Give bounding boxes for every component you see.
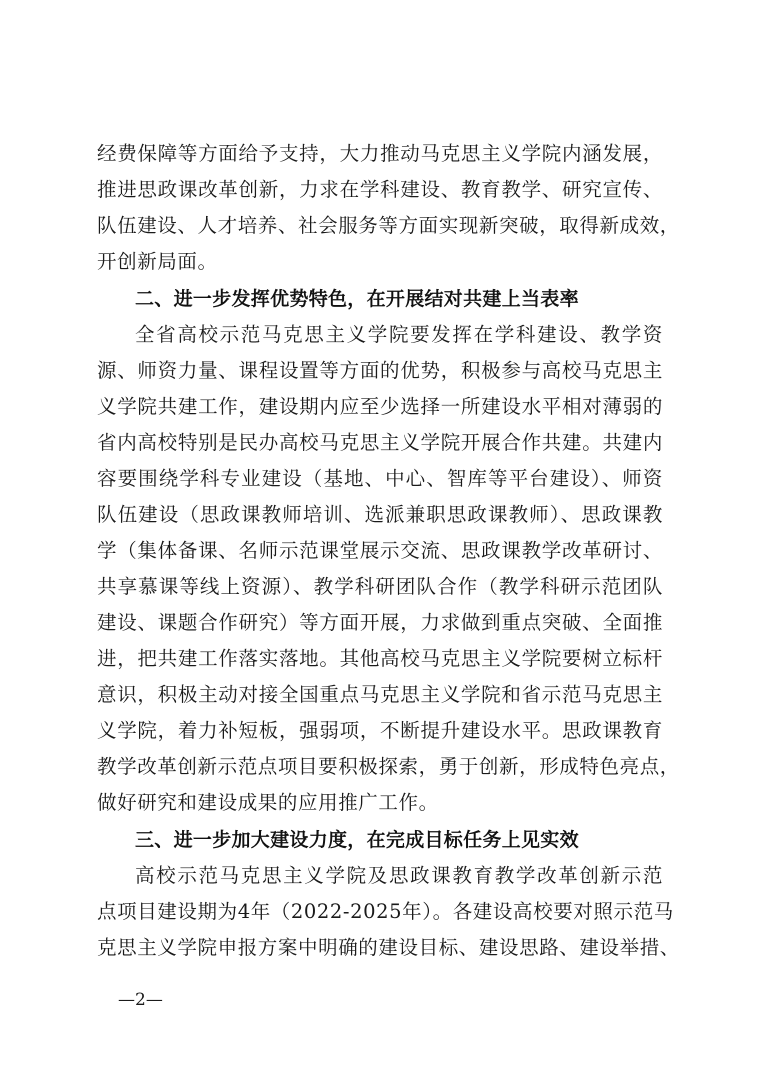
body-text-line: 开创新局面。 bbox=[97, 250, 218, 273]
body-text-line: 做好研究和建设成果的应用推广工作。 bbox=[97, 791, 439, 814]
body-text-line: 高校示范马克思主义学院及思政课教育教学改革创新示范 bbox=[135, 864, 663, 887]
section-heading: 三、进一步加大建设力度，在完成目标任务上见实效 bbox=[135, 829, 579, 851]
body-text-line: 队伍建设、人才培养、社会服务等方面实现新突破，取得新成效， bbox=[97, 214, 680, 237]
body-text-line: 推进思政课改革创新，力求在学科建设、教育教学、研究宣传、 bbox=[97, 178, 663, 201]
body-text-line: 源、师资力量、课程设置等方面的优势，积极参与高校马克思主 bbox=[97, 359, 663, 382]
body-text-line: 队伍建设（思政课教师培训、选派兼职思政课教师）、思政课教 bbox=[97, 503, 663, 526]
body-text-line: 建设、课题合作研究）等方面开展，力求做到重点突破、全面推 bbox=[97, 611, 663, 634]
body-text-line: 义学院共建工作，建设期内应至少选择一所建设水平相对薄弱的 bbox=[97, 395, 663, 418]
body-text-line: 省内高校特别是民办高校马克思主义学院开展合作共建。共建内 bbox=[97, 431, 663, 454]
body-text-line: 义学院，着力补短板，强弱项，不断提升建设水平。思政课教育 bbox=[97, 719, 663, 742]
body-text-line: 共享慕课等线上资源）、教学科研团队合作（教学科研示范团队 bbox=[97, 575, 663, 598]
section-heading: 二、进一步发挥优势特色，在开展结对共建上当表率 bbox=[135, 288, 579, 310]
body-text-line: 学（集体备课、名师示范课堂展示交流、思政课教学改革研讨、 bbox=[97, 539, 663, 562]
body-text-line: 容要围绕学科专业建设（基地、中心、智库等平台建设）、师资 bbox=[97, 467, 663, 490]
body-text-line: 教学改革创新示范点项目要积极探索，勇于创新，形成特色亮点， bbox=[97, 755, 680, 778]
body-text-line: 进，把共建工作落实落地。其他高校马克思主义学院要树立标杆 bbox=[97, 647, 663, 670]
body-text-line: 全省高校示范马克思主义学院要发挥在学科建设、教学资 bbox=[135, 323, 663, 346]
body-text-line: 点项目建设期为4年（2022-2025年）。各建设高校要对照示范马 bbox=[97, 900, 674, 923]
body-text-line: 意识，积极主动对接全国重点马克思主义学院和省示范马克思主 bbox=[97, 683, 663, 706]
body-text-line: 经费保障等方面给予支持，大力推动马克思主义学院内涵发展， bbox=[97, 142, 663, 165]
body-text-line: 克思主义学院申报方案中明确的建设目标、建设思路、建设举措、 bbox=[97, 936, 680, 959]
page-number: —2— bbox=[118, 990, 163, 1010]
